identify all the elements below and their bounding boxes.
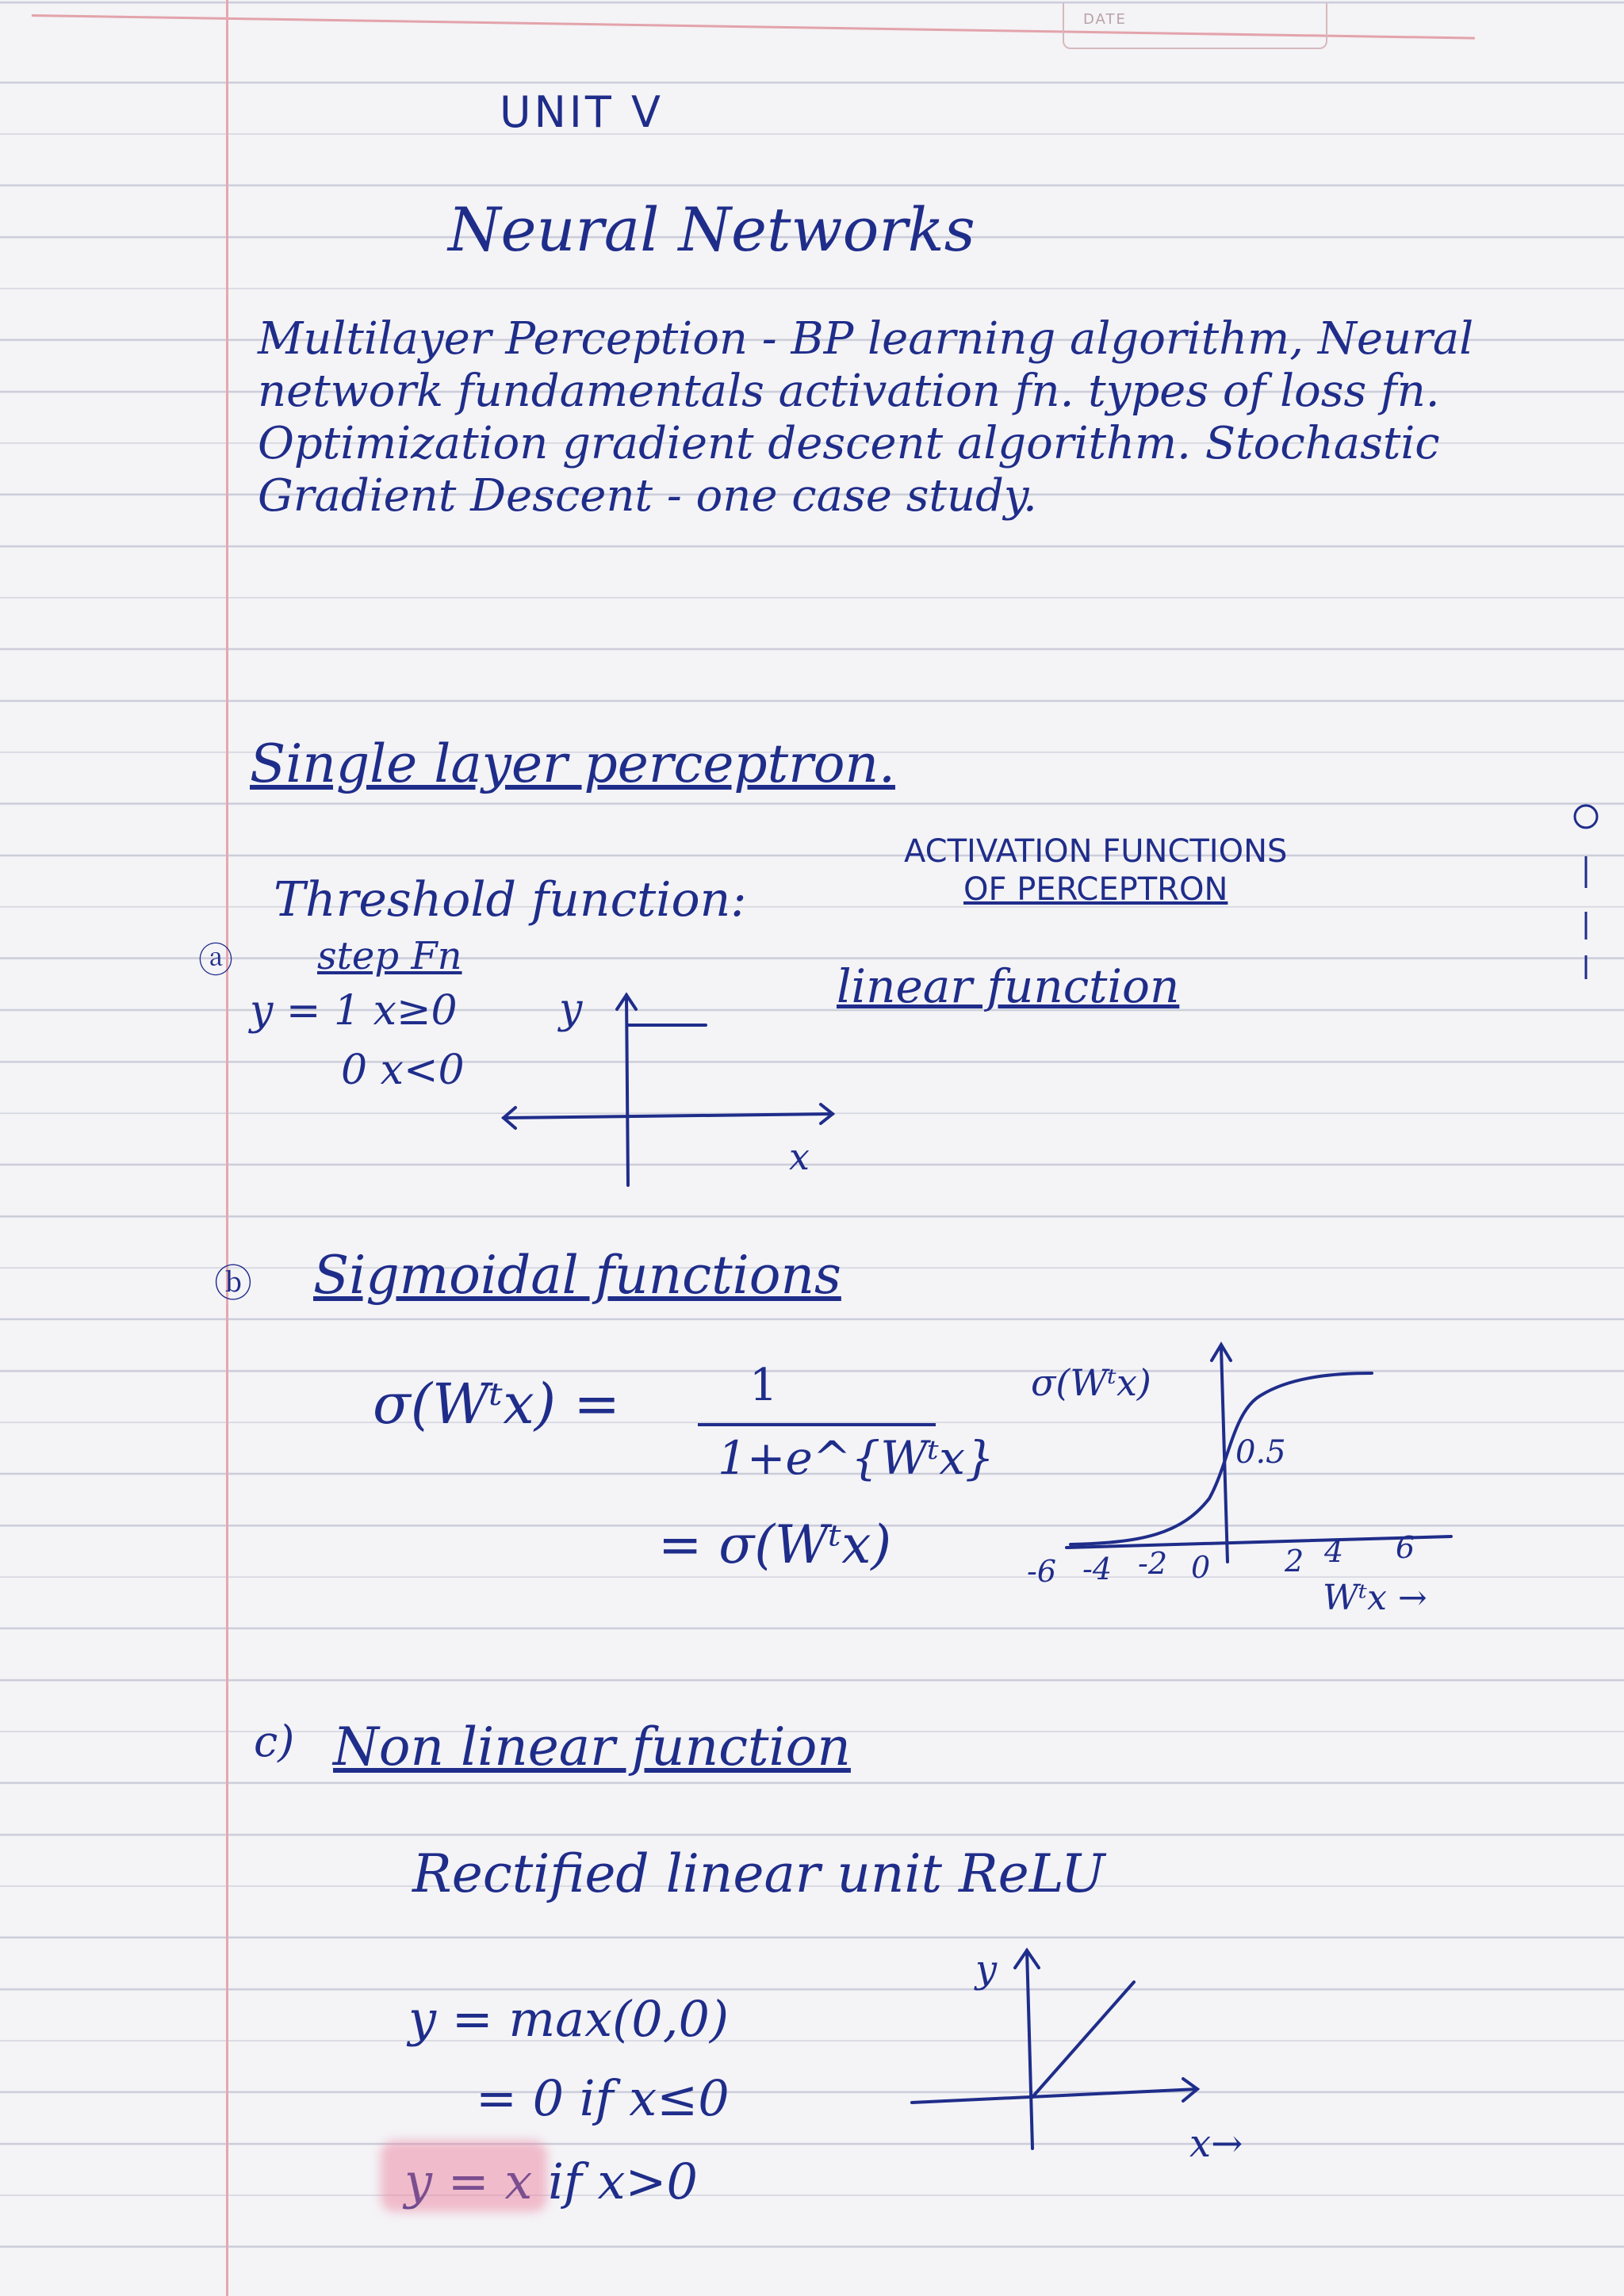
chapter-title: Neural Networks bbox=[448, 194, 975, 265]
nonlinear-heading: Non linear function bbox=[333, 1716, 851, 1777]
label-c: c) bbox=[254, 1716, 295, 1766]
step-axis-y: y bbox=[559, 985, 583, 1033]
relu-x-label: x→ bbox=[1189, 2122, 1243, 2166]
sigmoid-mid-label: 0.5 bbox=[1235, 1434, 1286, 1471]
linear-function-heading: linear function bbox=[837, 959, 1180, 1013]
relu-eq-1: y = max(0,0) bbox=[408, 1990, 730, 2048]
sigmoid-eq-rhs: = σ(Wᵗx) bbox=[658, 1514, 892, 1575]
sigmoid-y-label: σ(Wᵗx) bbox=[1031, 1361, 1151, 1404]
tick-label: -2 bbox=[1138, 1546, 1168, 1581]
tick-label: 0 bbox=[1191, 1550, 1211, 1585]
relu-graph bbox=[896, 1934, 1308, 2172]
sigmoid-heading: Sigmoidal functions bbox=[313, 1245, 841, 1306]
step-function-graph bbox=[492, 979, 848, 1193]
step-fn-title: step Fn bbox=[317, 934, 462, 978]
label-a: ⓐ bbox=[198, 940, 233, 981]
label-b: ⓑ bbox=[214, 1261, 253, 1306]
activation-heading bbox=[904, 832, 1287, 909]
sigmoid-x-label: Wᵗx → bbox=[1323, 1578, 1427, 1618]
relu-y-label: y bbox=[975, 1947, 998, 1992]
margin-mark bbox=[1570, 801, 1602, 983]
tick-label: 6 bbox=[1396, 1530, 1415, 1565]
tick-label: 2 bbox=[1285, 1544, 1304, 1578]
activation-heading-line2: OF PERCEPTRON bbox=[963, 871, 1228, 908]
step-eq-2: 0 x<0 bbox=[341, 1047, 465, 1094]
sigmoid-eq-numerator: 1 bbox=[749, 1360, 778, 1411]
pink-stamp-mark bbox=[381, 2141, 547, 2212]
relu-title: Rectified linear unit ReLU bbox=[412, 1843, 1105, 1904]
activation-heading-line1: ACTIVATION FUNCTIONS bbox=[904, 833, 1288, 870]
tick-label: -4 bbox=[1082, 1552, 1113, 1586]
single-layer-heading: Single layer perceptron. bbox=[250, 733, 895, 794]
tick-label: -6 bbox=[1027, 1554, 1057, 1589]
sigmoid-eq-lhs: σ(Wᵗx) = bbox=[373, 1372, 620, 1437]
threshold-heading: Threshold function: bbox=[274, 872, 747, 928]
relu-eq-2: = 0 if x≤0 bbox=[476, 2069, 730, 2127]
syllabus-text: Multilayer Perception - BP learning algorithm, Neural network fundamentals activation fn. types of loss fn. Optimization gradient descent algorithm. Stochastic Gradient Descent - one case study. bbox=[258, 313, 1474, 522]
step-axis-x: x bbox=[789, 1135, 810, 1178]
date-label: DATE bbox=[1083, 11, 1127, 28]
relu-eq-3: y = x if x>0 bbox=[404, 2152, 698, 2210]
unit-title: UNIT V bbox=[500, 87, 664, 137]
step-eq-1: y = 1 x≥0 bbox=[250, 987, 458, 1035]
sigmoid-graph bbox=[1023, 1332, 1499, 1633]
tick-label: 4 bbox=[1324, 1534, 1344, 1569]
fraction-bar bbox=[698, 1423, 936, 1426]
date-box bbox=[1063, 3, 1327, 49]
sigmoid-eq-denominator: 1+e^{Wᵗx} bbox=[718, 1431, 994, 1485]
left-margin-line bbox=[226, 0, 228, 2296]
